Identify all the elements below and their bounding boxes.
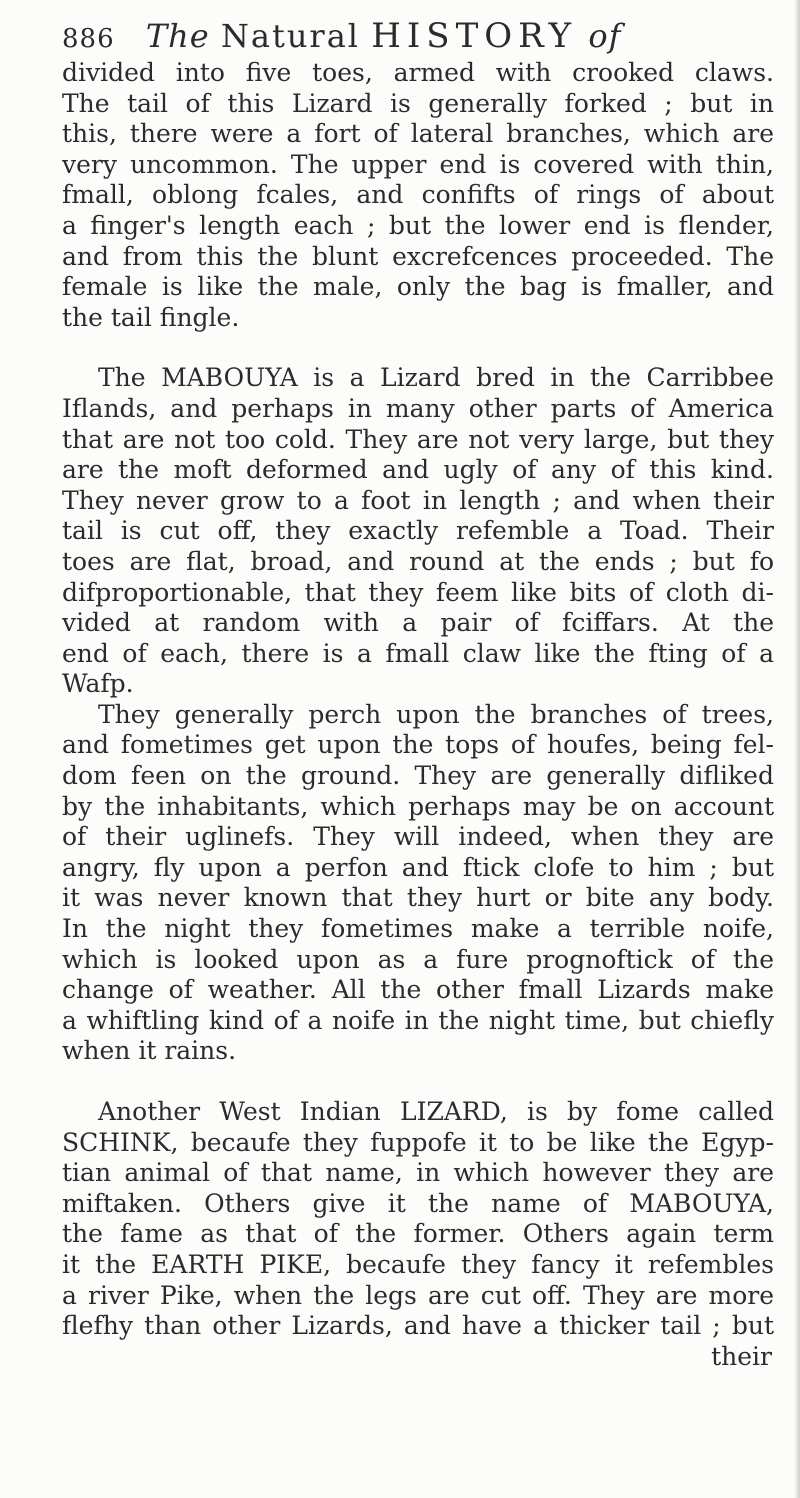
text-line: The MABOUYA is a Lizard bred in the Carribbee [98,363,774,393]
text-line: flefhy than other Lizards, and have a thicker tail ; but [62,1311,774,1341]
text-line: angry, fly upon a perfon and ftick clofe to him ; but [62,852,774,882]
text-line: toes are flat, broad, and round at the ends ; but fo [62,546,774,576]
book-page [62,14,774,1372]
text-line: vided at random with a pair of fciffars. At the [62,608,774,638]
text-line: end of each, there is a fmall claw like the fting of a [62,638,774,668]
text-line: difproportionable, that they feem like bits of cloth di- [62,577,774,607]
paragraph-4 [62,1097,774,1342]
text-line: of their uglinefs. They will indeed, when they are [62,822,774,852]
text-line: are the moft deformed and ugly of any of this kind. [62,455,774,485]
running-head [62,14,774,58]
text-line: very uncommon. The upper end is covered with thin, [62,149,774,179]
text-line: it was never known that they hurt or bite any body. [62,883,774,913]
text-line: In the night they fometimes make a terrible noife, [62,914,774,944]
text-line: SCHINK, becaufe they fuppofe it to be like the Egyp- [62,1127,774,1157]
text-line: divided into five toes, armed with crooked claws. [62,58,774,87]
text-line: the tail fingle. [62,302,240,332]
paragraph-3 [62,700,774,1067]
text-line: female is like the male, only the bag is fmaller, and [62,272,774,302]
text-line: The tail of this Lizard is generally forked ; but in [62,88,774,118]
text-line: which is looked upon as a fure prognoftick of the [62,944,774,974]
page-edge-shadow [794,0,800,1498]
text-line: change of weather. All the other fmall Lizards make [62,975,774,1005]
text-line: Wafp. [62,669,134,699]
running-head-natural: Natural [220,17,361,55]
text-line: Iflands, and perhaps in many other parts of America [62,393,774,423]
text-line: a finger's length each ; but the lower end is flender, [62,210,774,240]
paragraph-2 [62,363,774,700]
paragraph-1 [62,58,774,333]
text-line: They never grow to a foot in length ; and when their [62,485,774,515]
text-line: a whiftling kind of a noife in the night time, but chiefly [62,1005,774,1035]
text-line: and fometimes get upon the tops of houfes, being fel- [62,730,774,760]
text-line: Another West Indian LIZARD, is by fome called [98,1097,774,1126]
text-line: the fame as that of the former. Others again term [62,1219,774,1249]
text-line: this, there were a fort of lateral branches, which are [62,119,774,149]
text-line: miftaken. Others give it the name of MABOUYA, [62,1188,774,1218]
page-number: 886 [62,24,115,54]
text-line: They generally perch upon the branches of trees, [98,699,774,729]
running-head-the: The [145,17,210,55]
text-line: tian animal of that name, in which however they are [62,1158,774,1188]
text-line: when it rains. [62,1036,237,1066]
text-line: fmall, oblong fcales, and confifts of rings of about [62,180,774,210]
running-head-of: of [588,17,622,55]
text-line: and from this the blunt excrefcences proceeded. The [62,241,774,271]
text-line: tail is cut off, they exactly refemble a Toad. Their [62,516,774,546]
text-line: it the EARTH PIKE, becaufe they fancy it refembles [62,1249,774,1279]
text-line: a river Pike, when the legs are cut off. They are more [62,1280,774,1310]
text-line: dom feen on the ground. They are generally difliked [62,761,774,791]
catchword: their [711,1341,772,1371]
text-line: by the inhabitants, which perhaps may be on account [62,791,774,821]
running-head-history: HISTORY [371,16,578,56]
text-line: that are not too cold. They are not very large, but they [62,424,774,454]
